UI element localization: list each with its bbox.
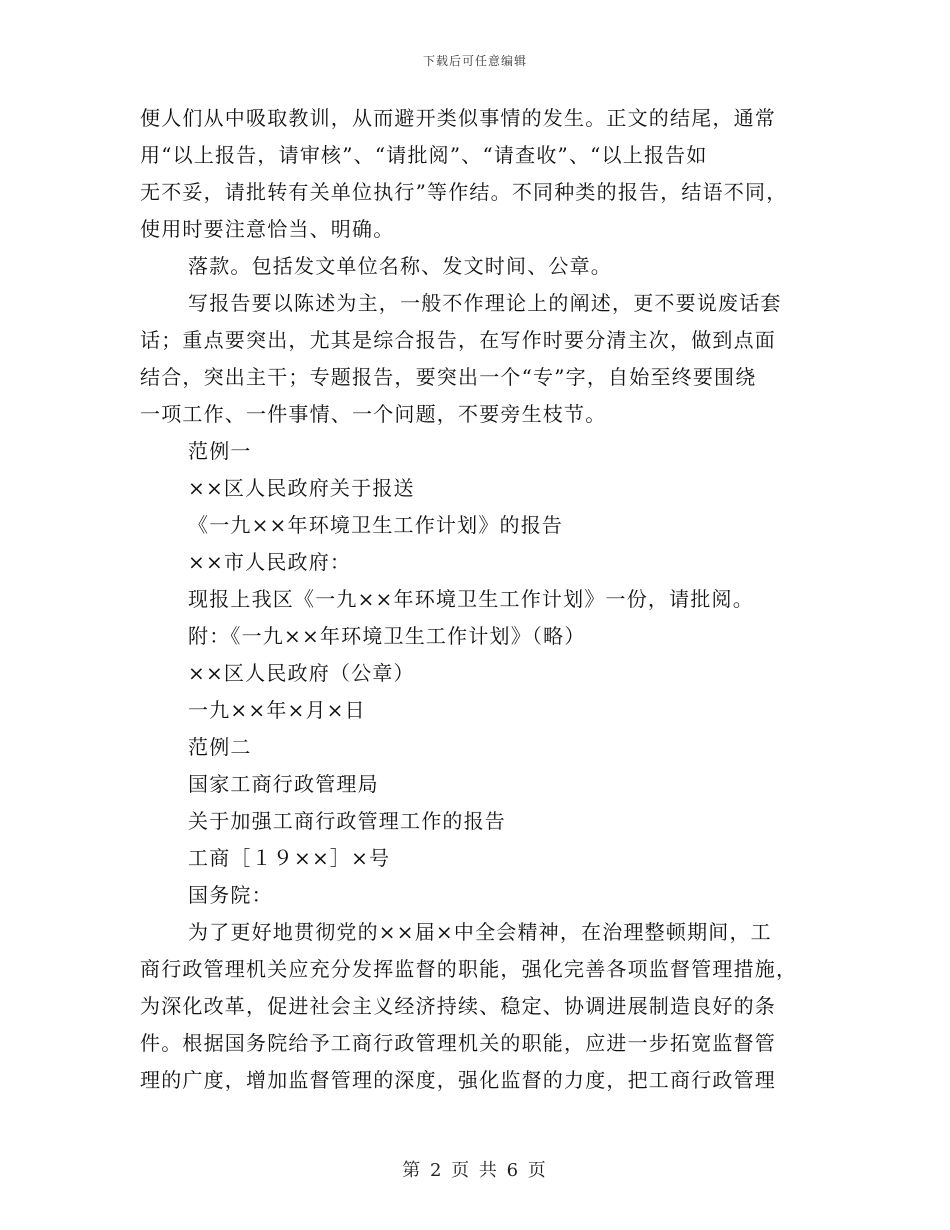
paragraph xyxy=(140,544,808,581)
text-line: 便人们从中吸取教训，从而避开类似事情的发生。正文的结尾，通常 xyxy=(140,106,776,130)
text-line: 国家工商行政管理局 xyxy=(188,772,379,796)
text-line: 附：《一九××年环境卫生工作计划》（略） xyxy=(188,624,586,648)
page-number: 第 2 页 共 6 页 xyxy=(402,1160,548,1181)
paragraph xyxy=(140,470,808,507)
text-line: 使用时要注意恰当、明确。 xyxy=(140,217,395,241)
text-line: ××市人民政府： xyxy=(188,550,352,574)
paragraph xyxy=(140,914,808,1099)
text-line: 写报告要以陈述为主，一般不作理论上的阐述，更不要说废话套 xyxy=(188,291,782,315)
text-line: 理的广度，增加监督管理的深度，强化监督的力度，把工商行政管理 xyxy=(140,1068,776,1092)
paragraph xyxy=(140,840,808,877)
text-line: 件。根据国务院给予工商行政管理机关的职能，应进一步拓宽监督管 xyxy=(140,1031,776,1055)
text-line: 一九××年×月×日 xyxy=(188,698,366,722)
document-body xyxy=(140,100,808,1099)
page-header-note: 下载后可任意编辑 xyxy=(422,54,527,68)
text-line: 关于加强工商行政管理工作的报告 xyxy=(188,809,506,833)
paragraph xyxy=(140,581,808,618)
text-line: 国务院： xyxy=(188,883,273,907)
text-line: 工商［１９××］×号 xyxy=(188,846,391,870)
text-line: ××区人民政府关于报送 xyxy=(188,476,415,500)
text-line: 一项工作、一件事情、一个问题，不要旁生枝节。 xyxy=(140,402,607,426)
paragraph xyxy=(140,655,808,692)
text-line: 话；重点要突出，尤其是综合报告，在写作时要分清主次，做到点面 xyxy=(140,328,776,352)
text-line: 结合，突出主干；专题报告，要突出一个“专”字，自始至终要围绕 xyxy=(140,365,757,389)
paragraph xyxy=(140,692,808,729)
text-line: 为深化改革，促进社会主义经济持续、稳定、协调进展制造良好的条 xyxy=(140,994,776,1018)
text-line: 《一九××年环境卫生工作计划》的报告 xyxy=(188,513,564,537)
text-line: 现报上我区《一九××年环境卫生工作计划》一份，请批阅。 xyxy=(188,587,754,611)
paragraph xyxy=(140,803,808,840)
text-line: 范例一 xyxy=(188,439,252,463)
paragraph xyxy=(140,729,808,766)
paragraph xyxy=(140,433,808,470)
paragraph xyxy=(140,618,808,655)
paragraph xyxy=(140,766,808,803)
text-line: 用“以上报告，请审核”、“请批阅”、“请查收”、“以上报告如 xyxy=(140,143,708,167)
paragraph xyxy=(140,507,808,544)
text-line: 范例二 xyxy=(188,735,252,759)
paragraph xyxy=(140,877,808,914)
paragraph xyxy=(140,100,808,248)
text-line: 为了更好地贯彻党的××届×中全会精神，在治理整顿期间，工 xyxy=(188,920,772,944)
paragraph xyxy=(140,285,808,433)
text-line: 商行政管理机关应充分发挥监督的职能，强化完善各项监督管理措施， xyxy=(140,957,798,981)
text-line: 无不妥，请批转有关单位执行”等作结。不同种类的报告，结语不同， xyxy=(140,180,788,204)
text-line: ××区人民政府（公章） xyxy=(188,661,415,685)
text-line: 落款。包括发文单位名称、发文时间、公章。 xyxy=(188,254,612,278)
paragraph xyxy=(140,248,808,285)
